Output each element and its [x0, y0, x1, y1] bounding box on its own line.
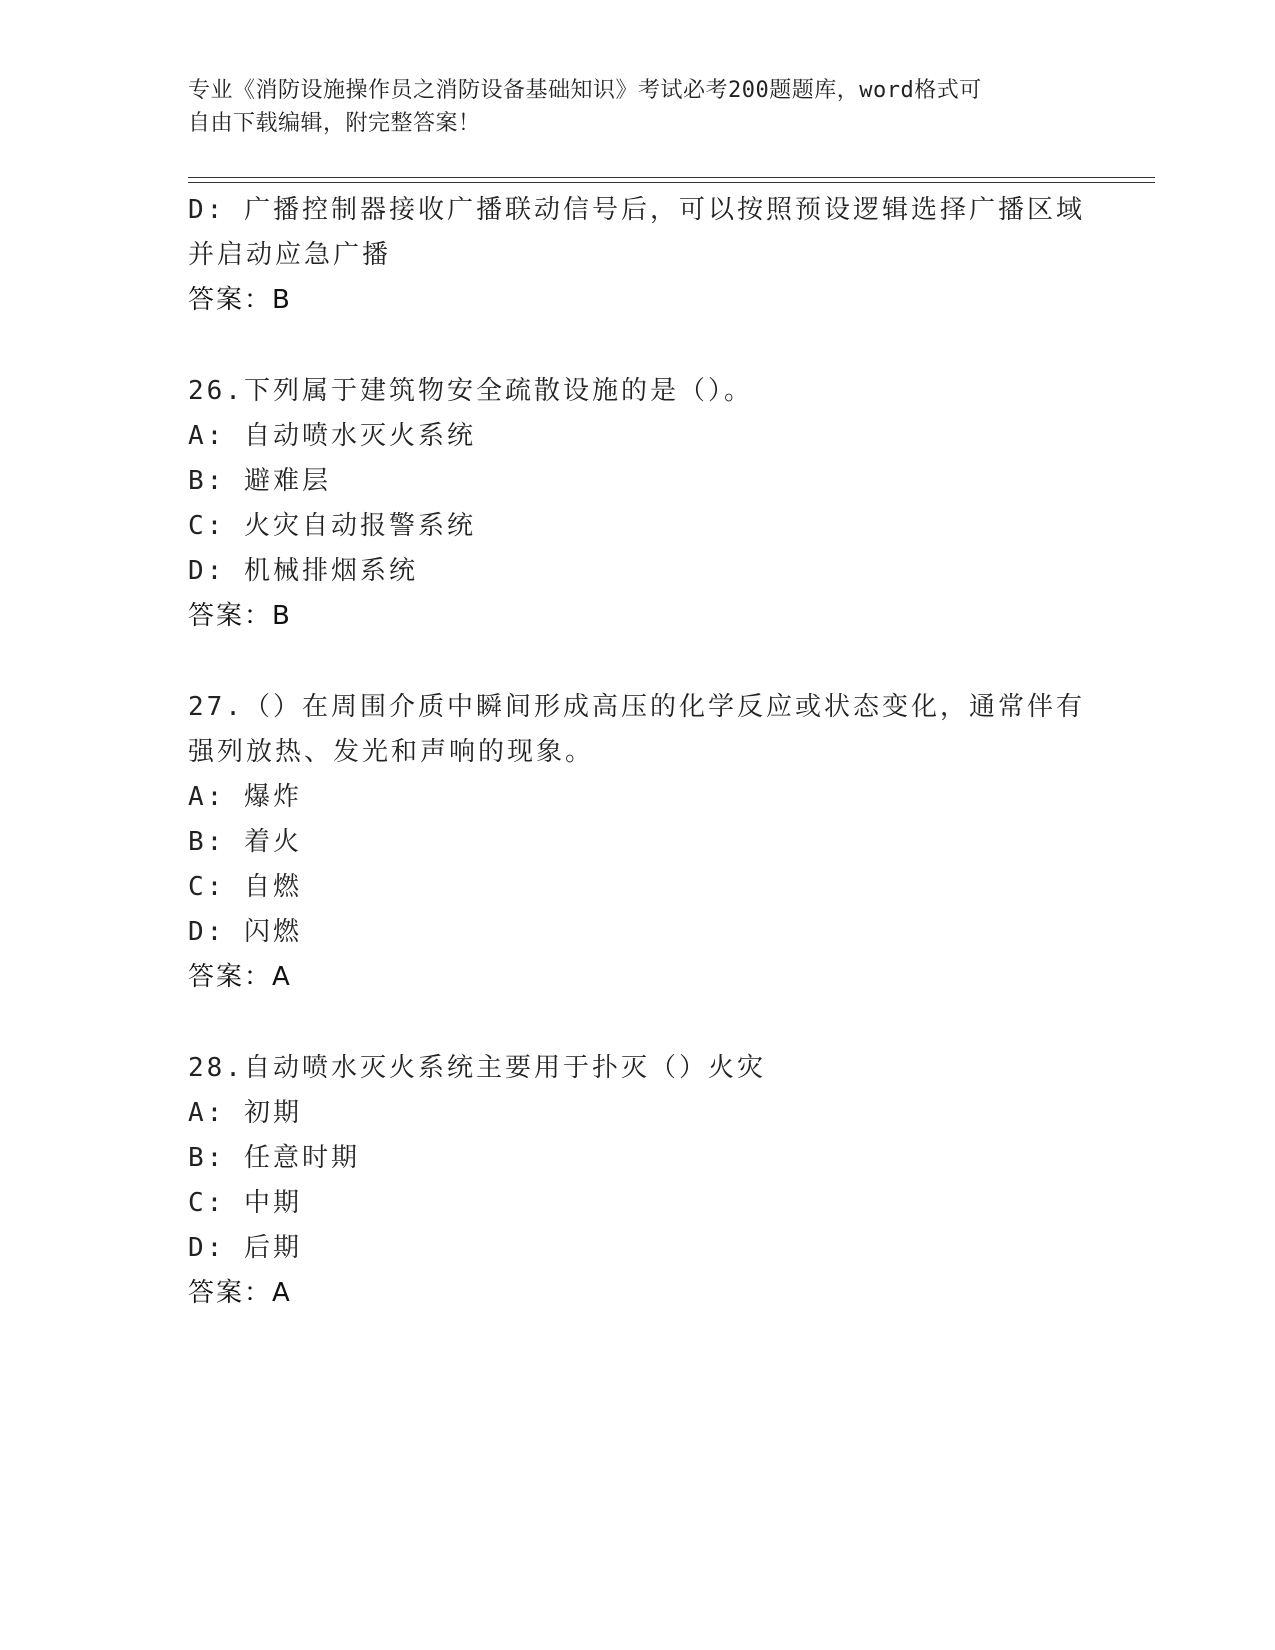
option-d-continued: D: 广播控制器接收广播联动信号后，可以按照预设逻辑选择广播区域 [188, 195, 1085, 225]
question-content [188, 188, 1088, 1316]
question-block-26 [188, 369, 1088, 639]
option-c: C: 中期 [188, 1188, 302, 1218]
spacer [188, 639, 1088, 685]
option-d: D: 后期 [188, 1233, 302, 1263]
option-d: D: 闪燃 [188, 917, 302, 947]
header-line-2: 自由下载编辑，附完整答案！ [188, 111, 481, 136]
question-stem: 26.下列属于建筑物安全疏散设施的是（）。 [188, 376, 753, 406]
option-a: A: 初期 [188, 1098, 302, 1128]
option-c: C: 自燃 [188, 872, 302, 902]
option-a: A: 爆炸 [188, 782, 302, 812]
option-b: B: 任意时期 [188, 1143, 360, 1173]
answer-line: 答案：A [188, 1278, 292, 1308]
answer-line: 答案：A [188, 962, 292, 992]
header-divider-top [188, 177, 1155, 178]
option-d: D: 机械排烟系统 [188, 556, 418, 586]
question-block-28 [188, 1046, 1088, 1316]
header-line-1: 专业《消防设施操作员之消防设备基础知识》考试必考200题题库，word格式可 [188, 78, 982, 103]
option-a: A: 自动喷水灭火系统 [188, 421, 476, 451]
header-divider-bottom [188, 182, 1155, 183]
document-header [188, 74, 1088, 140]
question-stem-line-2: 强列放热、发光和声响的现象。 [188, 737, 595, 767]
option-c: C: 火灾自动报警系统 [188, 511, 476, 541]
option-d-continued-line-2: 并启动应急广播 [188, 240, 392, 270]
question-block-27 [188, 685, 1088, 1000]
option-b: B: 着火 [188, 827, 302, 857]
question-stem: 27.（）在周围介质中瞬间形成高压的化学反应或状态变化，通常伴有 [188, 692, 1085, 722]
answer-line: 答案：B [188, 601, 292, 631]
spacer [188, 1000, 1088, 1046]
answer-line: 答案：B [188, 285, 292, 315]
question-stem: 28.自动喷水灭火系统主要用于扑灭（）火灾 [188, 1053, 766, 1083]
spacer [188, 323, 1088, 369]
option-b: B: 避难层 [188, 466, 331, 496]
